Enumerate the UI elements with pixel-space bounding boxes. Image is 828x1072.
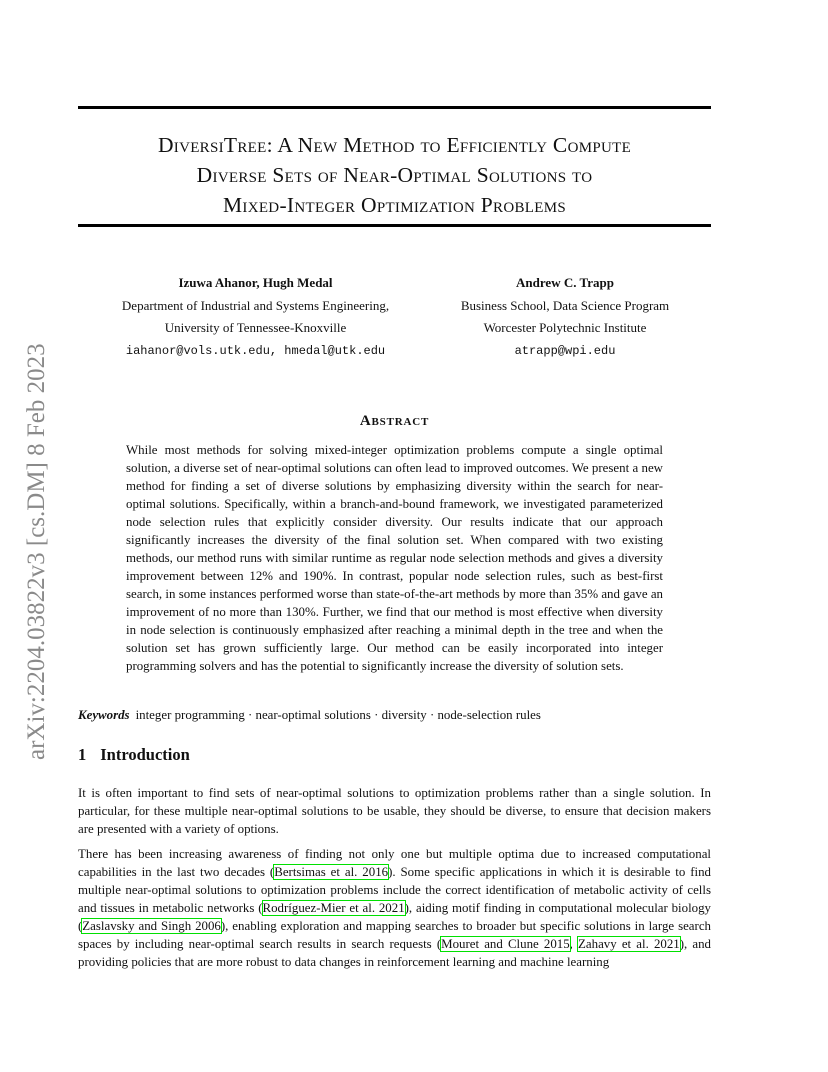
author-email[interactable]: atrapp@wpi.edu [514,343,616,358]
title-top-rule [78,106,711,109]
citation-link[interactable]: Zaslavsky and Singh 2006 [82,919,221,933]
section-number: 1 [78,745,87,764]
citation-link[interactable]: Bertsimas et al. 2016 [274,865,389,879]
paper-title [78,130,711,220]
author-affiliation: Worcester Polytechnic Institute [483,320,647,335]
paragraph-text: ), enabling exploration and mapping searches to broader but specific solutions in large search spaces by including near-optimal search results in search requests ( [78,919,711,951]
author-block-2 [440,272,690,362]
author-affiliation: Business School, Data Science Program [460,297,670,313]
intro-paragraph-1: It is often important to find sets of near-optimal solutions to optimization problems rather than a single solution. In particular, for these multiple near-optimal solutions to be usable, they should be diverse, to ensure that decision makers are presented with a variety of options. [78,786,711,836]
title-line-2: Diverse Sets of Near-Optimal Solutions to [196,163,593,187]
author-block-1 [98,272,413,362]
paragraph-text: ). Some specific applications in which it is desirable to find multiple near-optimal solutions to optimization problems include the correct identification of metabolic activity of cells and tissues in metabolic networks ( [78,865,711,915]
keywords-label: Keywords [78,708,130,722]
author-affiliation: Department of Industrial and Systems Engineering, [121,297,390,313]
keywords-text: integer programming · near-optimal solutions · diversity · node-selection rules [135,708,541,722]
paragraph-text: There has been increasing awareness of finding not only one but multiple optima due to increased computational capabilities in the last two decades ( [78,847,711,879]
paragraph-text: ), and providing policies that are more robust to data changes in reinforcement learning and machine learning [78,937,711,969]
paragraph-text: , [569,937,579,951]
citation-link[interactable]: Zahavy et al. 2021 [578,937,680,951]
arxiv-sidebar-stamp: arXiv:2204.03822v3 [cs.DM] 8 Feb 2023 [23,343,50,760]
keywords-line [78,706,711,724]
paragraph-text: ), aiding motif finding in computational molecular biology ( [78,901,711,933]
abstract-text: While most methods for solving mixed-integer optimization problems compute a single optimal solution, a diverse set of near-optimal solutions can often lead to improved outcomes. We present a new method for finding a set of diverse solutions by emphasizing diversity within the search for near-optimal solutions. Specifically, within a branch-and-bound framework, we investigated parameterized node selection rules that explicitly consider diversity. Our results indicate that our approach significantly increases the diversity of the final solution set. When compared with two existing methods, our method runs with similar runtime as regular node selection methods and gives a diversity improvement between 12% and 190%. In contrast, popular node selection rules, such as best-first search, in some instances performed worse than state-of-the-art methods by more than 35% and gave an improvement of no more than 130%. Further, we find that our method is most effective when diversity in node selection is continuously emphasized after reaching a minimal depth in the tree and when the solution set has grown sufficiently large. Our method can be easily incorporated into integer programming solvers and has the potential to significantly increase the diversity of solution sets. [126,443,663,673]
abstract-heading: Abstract [359,413,430,429]
author-affiliation: University of Tennessee-Knoxville [164,320,347,335]
citation-link[interactable]: Mouret and Clune 2015 [441,937,570,951]
author-names: Andrew C. Trapp [516,275,614,290]
section-title: Introduction [100,745,190,764]
intro-paragraph-2 [78,845,711,971]
title-line-1: DiversiTree: A New Method to Efficiently Compute [157,133,632,157]
title-bottom-rule [78,224,711,227]
author-names: Izuwa Ahanor, Hugh Medal [178,275,333,290]
title-line-3: Mixed-Integer Optimization Problems [223,193,566,217]
citation-link[interactable]: Rodríguez-Mier et al. 2021 [262,901,405,915]
section-heading [78,745,190,765]
author-email[interactable]: iahanor@vols.utk.edu, hmedal@utk.edu [125,343,386,358]
